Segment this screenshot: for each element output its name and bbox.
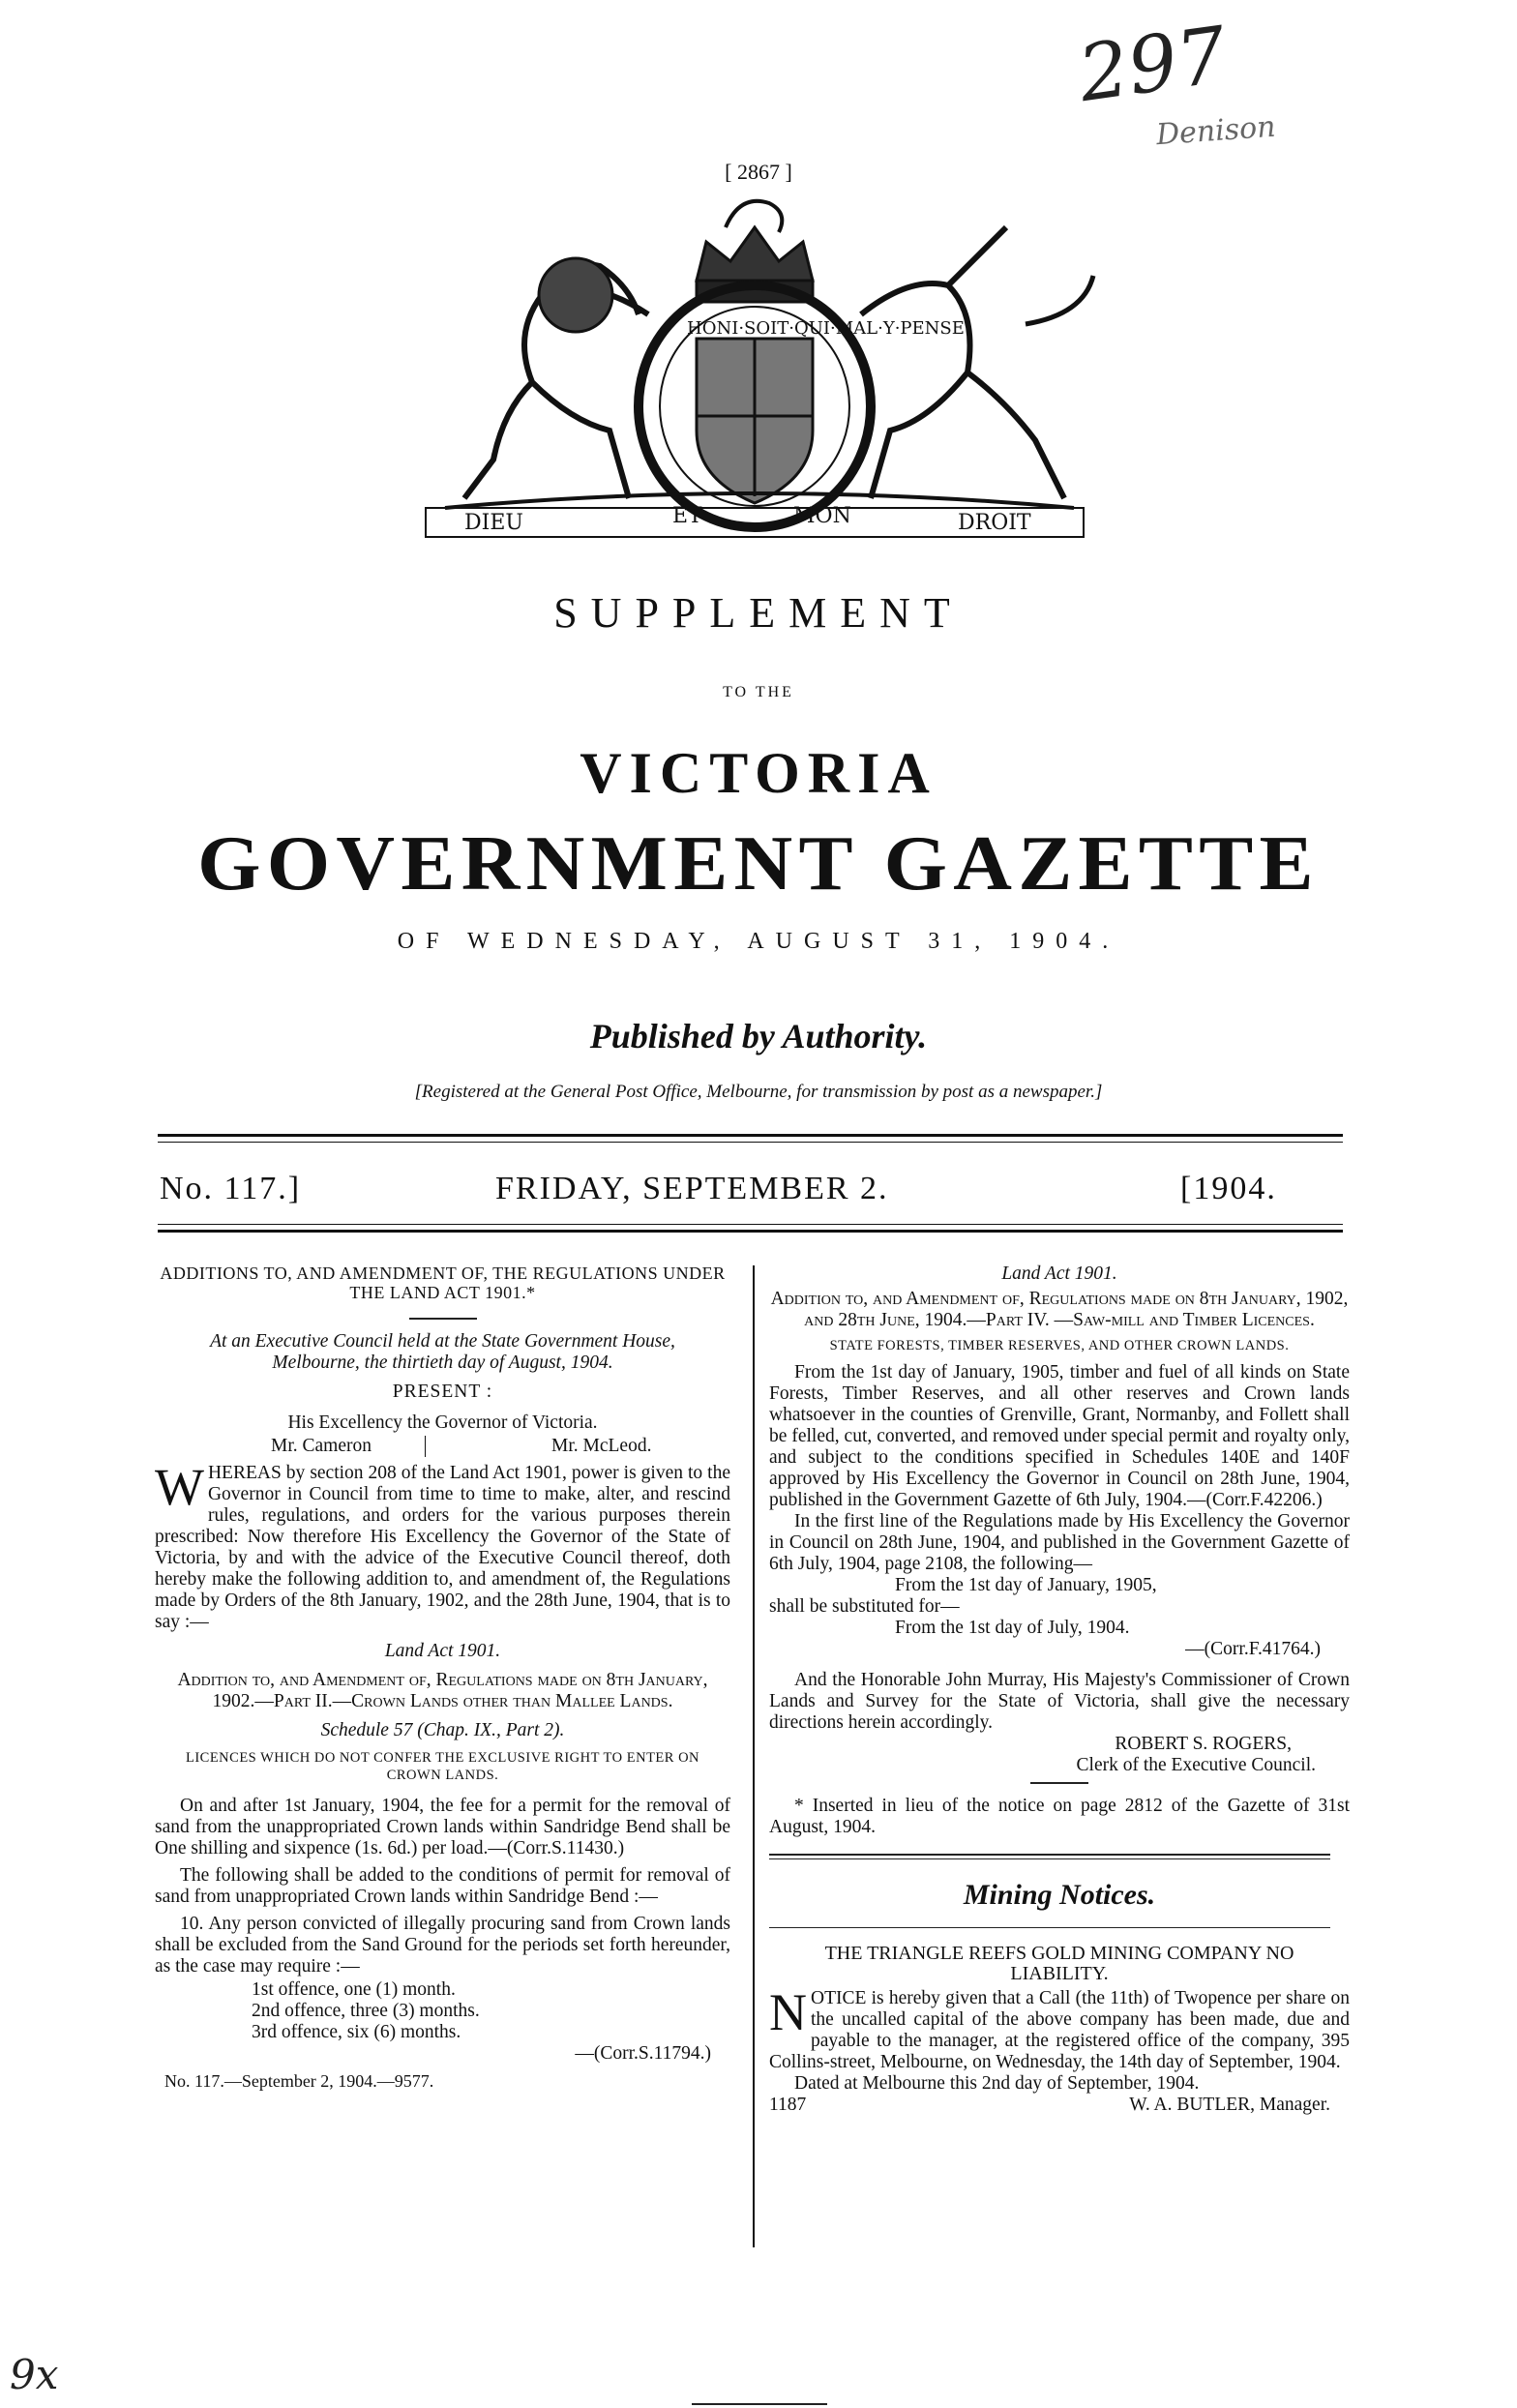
notice-ref: 1187 bbox=[769, 2095, 807, 2115]
page-footer: No. 117.—September 2, 1904.—9577. bbox=[164, 2071, 434, 2091]
offence-2: 2nd offence, three (3) months. bbox=[252, 2001, 480, 2021]
members-row bbox=[155, 1436, 730, 1457]
council-note: At an Executive Council held at the State Government House, Melbourne, the thirtieth day of August, 1904. bbox=[210, 1331, 675, 1373]
garter-motto: HONI·SOIT·QUI·MAL·Y·PENSE bbox=[687, 318, 965, 339]
motto-mon: MON bbox=[793, 504, 851, 528]
header-rule-top-thin bbox=[158, 1142, 1343, 1143]
member-mcleod: Mr. McLeod. bbox=[551, 1436, 652, 1456]
left-addition-heading: Addition to, and Amendment of, Regulations made on 8th January, 1902.—Part II.—Crown Lands other than Mallee Lands. bbox=[177, 1670, 708, 1711]
from-january: From the 1st day of January, 1905, bbox=[895, 1575, 1157, 1595]
first-line-paragraph: In the first line of the Regulations made by His Excellency the Governor in Council on 28th June, 1904, and published in the Government Gazette of 6th July, 1904, page 2108, the following— bbox=[769, 1511, 1350, 1574]
mining-notices-heading: Mining Notices. bbox=[963, 1878, 1156, 1911]
section-rule-2 bbox=[769, 1858, 1330, 1859]
issue-day: FRIDAY, SEPTEMBER 2. bbox=[495, 1171, 889, 1206]
sand-fee-paragraph: On and after 1st January, 1904, the fee for a permit for the removal of sand from the unappropriated Crown lands within Sandridge Bend shall be One shilling and sixpence (1s. 6d.) per load.—(Corr.S.11430.) bbox=[155, 1796, 730, 1858]
header-rule-top bbox=[158, 1134, 1343, 1137]
timber-paragraph: From the 1st day of January, 1905, timber and fuel of all kinds on State Forests, Timber Reserves, and all other reserves and Crown lands whatsoever in the counties of Grenville, Grant, Normanby, and Follett shall be felled, cut, converted, and removed under special permit and royalty only, and subject to the conditions specified in Schedules 140E and 140F approved by His Excellency the Governor in Council on 28th June, 1904, published in the Government Gazette of 6th July, 1904.—(Corr.F.42206.) bbox=[769, 1362, 1350, 1510]
signer-name: ROBERT S. ROGERS, bbox=[1115, 1734, 1292, 1754]
right-land-act: Land Act 1901. bbox=[1001, 1263, 1117, 1284]
murray-paragraph: And the Honorable John Murray, His Majesty's Commissioner of Crown Lands and Survey for the State of Victoria, shall give the necessary directions herein accordingly. bbox=[769, 1670, 1350, 1733]
issue-number: No. 117.] bbox=[160, 1171, 302, 1206]
dropcap-n: N bbox=[769, 1983, 807, 2041]
registration-note: [Registered at the General Post Office, Melbourne, for transmission by post as a newspaper.] bbox=[414, 1082, 1103, 1102]
royal-coat-of-arms-icon bbox=[406, 189, 1103, 551]
from-july: From the 1st day of July, 1904. bbox=[895, 1618, 1130, 1638]
to-the-label: TO THE bbox=[723, 684, 794, 700]
right-column bbox=[769, 1263, 1350, 2116]
forests-heading: STATE FORESTS, TIMBER RESERVES, AND OTHER CROWN LANDS. bbox=[829, 1338, 1290, 1353]
substituted-for: shall be substituted for— bbox=[769, 1596, 960, 1617]
left-column bbox=[155, 1263, 730, 2092]
published-by-authority: Published by Authority. bbox=[589, 1017, 928, 1055]
edition-date: OF WEDNESDAY, AUGUST 31, 1904. bbox=[397, 929, 1120, 954]
right-addition-heading: Addition to, and Amendment of, Regulations made on 8th January, 1902, and 28th June, 1904.—Part IV. —Saw-mill and Timber Licences. bbox=[770, 1289, 1349, 1330]
section-rule-1 bbox=[769, 1854, 1330, 1856]
page-number: [ 2867 ] bbox=[725, 160, 792, 184]
dropcap-w: W bbox=[155, 1458, 204, 1516]
present-label: PRESENT : bbox=[392, 1382, 493, 1402]
governor-line: His Excellency the Governor of Victoria. bbox=[287, 1412, 598, 1433]
footnote: * Inserted in lieu of the notice on page 2812 of the Gazette of 31st August, 1904. bbox=[769, 1795, 1350, 1837]
manager-signature: W. A. BUTLER, Manager. bbox=[1129, 2095, 1330, 2115]
header-rule-bottom-thick bbox=[158, 1230, 1343, 1233]
conditions-paragraph: The following shall be added to the conditions of permit for removal of sand from unappropriated Crown lands within Sandridge Bend :— bbox=[155, 1865, 730, 1907]
licences-heading: LICENCES WHICH DO NOT CONFER THE EXCLUSIVE RIGHT TO ENTER ON CROWN LANDS. bbox=[185, 1750, 700, 1783]
left-short-rule bbox=[409, 1318, 477, 1320]
exclusion-paragraph: 10. Any person convicted of illegally procuring sand from Crown lands shall be excluded from the Sand Ground for the periods set forth hereunder, as the case may require :— bbox=[155, 1914, 730, 1977]
motto-droit: DROIT bbox=[958, 511, 1031, 535]
handwritten-number: 297 bbox=[1073, 9, 1233, 120]
issue-year: [1904. bbox=[1180, 1171, 1277, 1206]
handwritten-mark-bottom: 9x bbox=[10, 2351, 59, 2398]
column-separator bbox=[753, 1265, 755, 2247]
header-rule-bottom bbox=[158, 1224, 1343, 1225]
bottom-rule bbox=[692, 2403, 827, 2405]
member-cameron: Mr. Cameron bbox=[155, 1436, 426, 1457]
offence-1: 1st offence, one (1) month. bbox=[252, 1979, 456, 2000]
supplement-title: SUPPLEMENT bbox=[553, 589, 964, 637]
gazette-title: GOVERNMENT GAZETTE bbox=[197, 821, 1320, 907]
motto-et: ET bbox=[672, 504, 702, 528]
offence-3: 3rd offence, six (6) months. bbox=[252, 2022, 461, 2042]
call-notice: NOTICE is hereby given that a Call (the 11th) of Twopence per share on the uncalled capital of the above company has been made, due and payable to the manager, at the registered office of the company, 395 Collins-street, Melbourne, on Wednesday, the 14th day of September, 1904. bbox=[769, 1983, 1350, 2072]
company-name: THE TRIANGLE REEFS GOLD MINING COMPANY NO LIABILITY. bbox=[824, 1943, 1294, 1984]
signer-title: Clerk of the Executive Council. bbox=[1076, 1755, 1316, 1775]
victoria-title: VICTORIA bbox=[580, 741, 937, 805]
handwritten-name: Denison bbox=[1154, 109, 1277, 153]
whereas-paragraph: WHEREAS by section 208 of the Land Act 1901, power is given to the Governor in Council from time to time to make, alter, and rescind rules, regulations, and orders for the various purposes therein prescribed: Now therefore His Excellency the Governor of the State of Victoria, by and with the advice of the Executive Council thereof, doth hereby make the following addition to, and amendment of, the Regulations made by Orders of the 8th January, 1902, and the 28th June, 1904, that is to say :— bbox=[155, 1458, 730, 1632]
signature-row bbox=[769, 2095, 1350, 2116]
right-short-rule bbox=[1030, 1782, 1088, 1784]
left-corr: —(Corr.S.11794.) bbox=[575, 2043, 711, 2064]
section-rule-3 bbox=[769, 1927, 1330, 1929]
schedule-label: Schedule 57 (Chap. IX., Part 2). bbox=[320, 1720, 565, 1740]
motto-dieu: DIEU bbox=[464, 511, 523, 535]
left-land-act: Land Act 1901. bbox=[384, 1641, 501, 1661]
left-heading: ADDITIONS TO, AND AMENDMENT OF, THE REGULATIONS UNDER THE LAND ACT 1901.* bbox=[160, 1263, 726, 1302]
dated-line: Dated at Melbourne this 2nd day of September, 1904. bbox=[794, 2073, 1200, 2094]
right-corr: —(Corr.F.41764.) bbox=[1185, 1639, 1321, 1659]
